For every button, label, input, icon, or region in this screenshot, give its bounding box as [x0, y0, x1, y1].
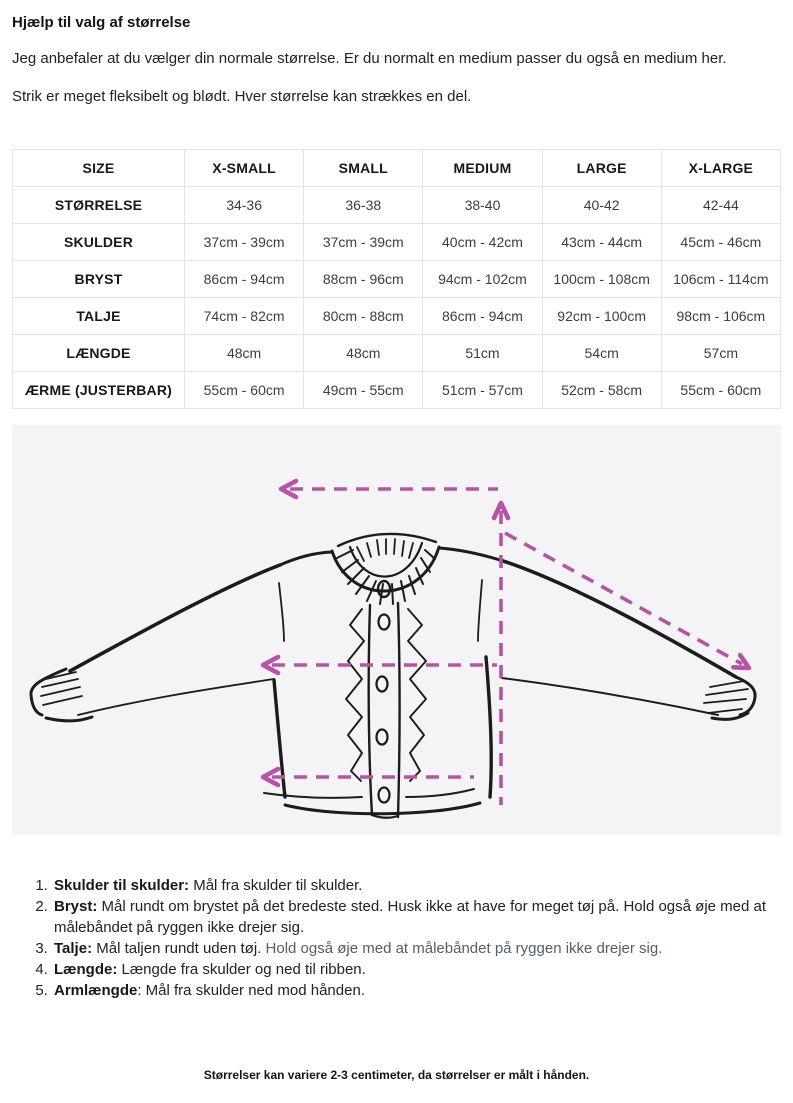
size-table-cell: 37cm - 39cm	[304, 224, 423, 261]
hem-band-left	[264, 793, 362, 798]
size-table-cell: 88cm - 96cm	[304, 261, 423, 298]
size-table-cell: 57cm	[661, 335, 780, 372]
instruction-item	[52, 875, 781, 896]
size-table-column-header: X-LARGE	[661, 150, 780, 187]
instruction-text: Mål fra skulder til skulder.	[189, 877, 363, 894]
size-table-row-label: BRYST	[13, 261, 185, 298]
sleeve-measure-arrow	[505, 533, 752, 674]
size-table-cell: 55cm - 60cm	[185, 372, 304, 409]
neck-rib-hatches	[357, 539, 413, 561]
size-table-row	[13, 261, 781, 298]
instruction-item	[52, 959, 781, 980]
instruction-item	[52, 980, 781, 1001]
buttons	[377, 615, 390, 803]
cardigan-sketch	[31, 534, 755, 818]
size-table-cell: 98cm - 106cm	[661, 298, 780, 335]
size-table-cell: 34-36	[185, 187, 304, 224]
size-table-cell: 48cm	[304, 335, 423, 372]
size-table-column-header: MEDIUM	[423, 150, 542, 187]
size-table-row-label: STØRRELSE	[13, 187, 185, 224]
size-table-cell: 48cm	[185, 335, 304, 372]
instruction-note: Hold også øje med at målebåndet på ryggen ikke drejer sig.	[265, 940, 663, 957]
size-table-cell: 38-40	[423, 187, 542, 224]
left-ruffle-zigzag	[346, 609, 364, 781]
size-table	[12, 149, 781, 409]
intro-paragraph-2: Strik er meget fleksibelt og blødt. Hver størrelse kan strækkes en del.	[12, 88, 472, 105]
size-table-corner-header: SIZE	[13, 150, 185, 187]
size-table-cell: 80cm - 88cm	[304, 298, 423, 335]
size-table-column-header: SMALL	[304, 150, 423, 187]
footer-note: Størrelser kan variere 2-3 centimeter, da størrelser er målt i hånden.	[203, 1068, 590, 1082]
waist-measure-arrow	[263, 769, 474, 785]
size-table-cell: 45cm - 46cm	[661, 224, 780, 261]
length-measure-arrow	[494, 503, 508, 805]
instruction-term: Bryst:	[54, 898, 98, 915]
hem-band-right	[406, 789, 474, 797]
right-sleeve	[500, 560, 755, 719]
intro-paragraph-1: Jeg anbefaler at du vælger din normale størrelse. Er du normalt en medium passer du også en medium her.	[12, 50, 727, 67]
right-cuff-ribs	[704, 681, 748, 713]
size-table-column-header: X-SMALL	[185, 150, 304, 187]
instruction-text: Mål rundt om brystet på det bredeste sted. Husk ikke at have for meget tøj på. Hold også øje med at målebåndet på ryggen ikke drejer sig.	[54, 898, 767, 936]
hem-bottom	[285, 803, 480, 814]
size-table-cell: 106cm - 114cm	[661, 261, 780, 298]
instruction-term: Talje:	[54, 940, 93, 957]
size-table-cell: 42-44	[661, 187, 780, 224]
size-table-cell: 51cm - 57cm	[423, 372, 542, 409]
size-table-row	[13, 187, 781, 224]
size-table-row-label: LÆNGDE	[13, 335, 185, 372]
size-table-cell: 36-38	[304, 187, 423, 224]
size-table-cell: 43cm - 44cm	[542, 224, 661, 261]
size-table-cell: 86cm - 94cm	[185, 261, 304, 298]
instruction-item	[52, 896, 781, 938]
size-table-column-header: LARGE	[542, 150, 661, 187]
instruction-term: Længde:	[54, 961, 118, 978]
instruction-text: Mål taljen rundt uden tøj.	[92, 940, 266, 957]
bust-measure-arrow	[263, 657, 497, 673]
shoulder-measure-arrow	[281, 481, 498, 497]
instruction-term: Armlængde	[54, 982, 138, 999]
page-title: Hjælp til valg af størrelse	[12, 14, 191, 31]
size-table-row	[13, 372, 781, 409]
size-table-cell: 100cm - 108cm	[542, 261, 661, 298]
size-table-cell: 40cm - 42cm	[423, 224, 542, 261]
size-table-cell: 49cm - 55cm	[304, 372, 423, 409]
left-shoulder-line	[280, 552, 332, 565]
instruction-text: Længde fra skulder og ned til ribben.	[117, 961, 366, 978]
size-table-row-label: ÆRME (JUSTERBAR)	[13, 372, 185, 409]
size-table-row	[13, 335, 781, 372]
size-table-row	[13, 298, 781, 335]
size-table-row	[13, 224, 781, 261]
left-sleeve	[31, 565, 280, 721]
size-table-cell: 74cm - 82cm	[185, 298, 304, 335]
size-table-cell: 86cm - 94cm	[423, 298, 542, 335]
collar	[332, 534, 439, 604]
measurement-instructions	[12, 875, 781, 1001]
size-table-row-label: TALJE	[13, 298, 185, 335]
size-table-cell: 55cm - 60cm	[661, 372, 780, 409]
instruction-item	[52, 938, 781, 959]
size-table-row-label: SKULDER	[13, 224, 185, 261]
instruction-text: : Mål fra skulder ned mod hånden.	[137, 982, 365, 999]
right-ruffle-zigzag	[408, 609, 426, 781]
size-table-cell: 94cm - 102cm	[423, 261, 542, 298]
size-table-cell: 40-42	[542, 187, 661, 224]
size-table-head-row	[13, 150, 781, 187]
size-table-cell: 92cm - 100cm	[542, 298, 661, 335]
right-shoulder-line	[439, 548, 500, 560]
size-table-cell: 51cm	[423, 335, 542, 372]
size-table-cell: 54cm	[542, 335, 661, 372]
size-table-cell: 37cm - 39cm	[185, 224, 304, 261]
size-table-body	[13, 187, 781, 409]
size-table-cell: 52cm - 58cm	[542, 372, 661, 409]
measurement-diagram	[12, 425, 781, 835]
instruction-term: Skulder til skulder:	[54, 877, 190, 894]
cardigan-diagram-svg	[12, 425, 781, 835]
button-placket	[346, 603, 426, 818]
collar-button	[378, 581, 390, 597]
